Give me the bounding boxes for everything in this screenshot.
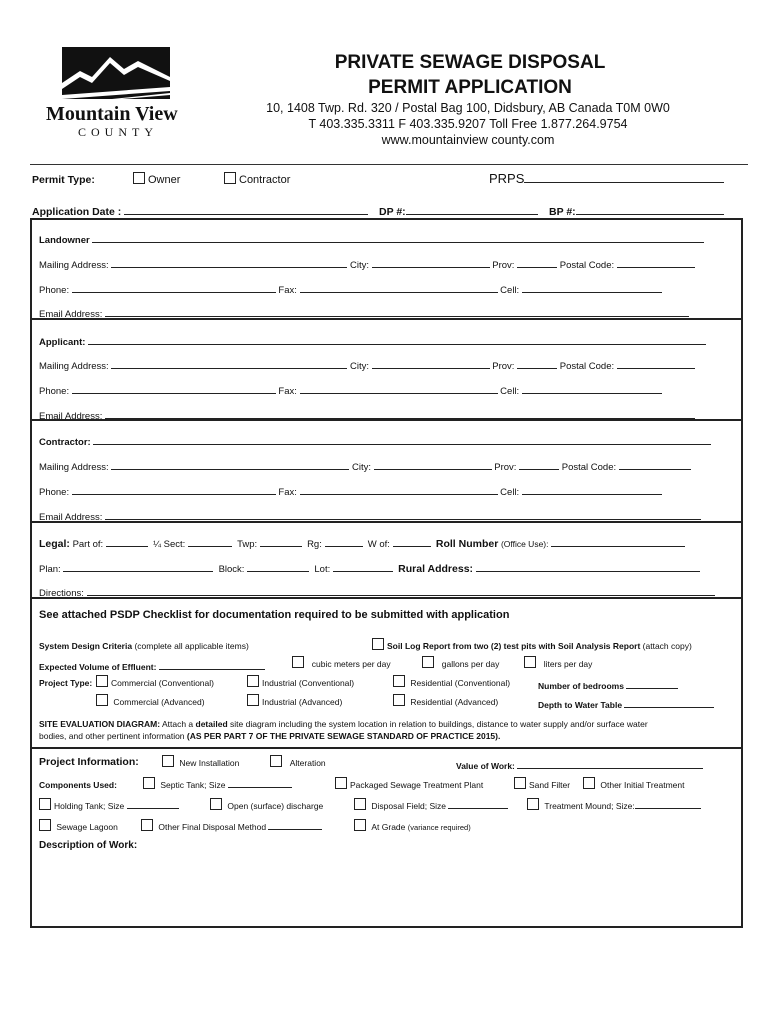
- prov-label: Prov:: [492, 260, 515, 271]
- packaged-label: Packaged Sewage Treatment Plant: [350, 780, 484, 790]
- other-initial-label: Other Initial Treatment: [600, 780, 685, 790]
- psdp-heading: See attached PSDP Checklist for documentation required to be submitted with application: [39, 609, 510, 621]
- res-adv-checkbox[interactable]: [393, 694, 405, 706]
- alteration-checkbox[interactable]: [270, 755, 282, 767]
- res-conv-option[interactable]: [393, 675, 510, 688]
- email-label: Email Address:: [39, 512, 103, 523]
- owner-checkbox[interactable]: [133, 172, 145, 184]
- new-installation-option[interactable]: [162, 755, 239, 768]
- disposal-field-label: Disposal Field; Size: [371, 801, 447, 811]
- directions-label: Directions:: [39, 588, 84, 599]
- site-bold: (AS PER PART 7 OF THE PRIVATE SEWAGE STANDARD OF PRACTICE 2015).: [186, 731, 501, 741]
- bp-label: BP #:: [549, 206, 576, 218]
- comm-conv-checkbox[interactable]: [96, 675, 108, 687]
- packaged-option[interactable]: [335, 777, 483, 790]
- open-discharge-checkbox[interactable]: [210, 798, 222, 810]
- legal-row: [39, 536, 685, 550]
- cell-label: Cell:: [500, 487, 520, 498]
- permit-type-label: Permit Type:: [32, 174, 95, 186]
- cell-label: Cell:: [500, 285, 520, 296]
- landowner-email-input[interactable]: [105, 306, 689, 317]
- block-input[interactable]: [247, 561, 309, 572]
- postal-label: Postal Code:: [561, 462, 617, 473]
- application-date-input[interactable]: [124, 204, 368, 215]
- liters-option[interactable]: [524, 656, 592, 669]
- city-label: City:: [349, 260, 369, 271]
- value-of-work-field[interactable]: [456, 758, 703, 771]
- roll-number-label: Roll Number: [435, 538, 499, 550]
- quarter-sect-label: ¼ Sect:: [153, 539, 186, 550]
- value-label: Value of Work:: [456, 761, 515, 771]
- criteria-note: (complete all applicable items): [134, 641, 249, 651]
- prps-field[interactable]: [489, 171, 724, 186]
- mailing-label: Mailing Address:: [39, 462, 109, 473]
- office-use-label: (Office Use):: [500, 539, 549, 549]
- site-text-3: bodies, and other pertinent information: [39, 731, 185, 741]
- site-evaluation-line1: [39, 719, 648, 729]
- bedrooms-label: Number of bedrooms: [538, 681, 624, 691]
- soil-log-option[interactable]: [372, 638, 692, 651]
- res-adv-label: Residential (Advanced): [410, 697, 499, 707]
- landowner-mailing-row: [39, 257, 695, 271]
- landowner-field[interactable]: [39, 232, 704, 246]
- open-discharge-label: Open (surface) discharge: [227, 801, 324, 811]
- at-grade-option[interactable]: [354, 819, 471, 832]
- contractor-mailing-row: [39, 459, 691, 473]
- dp-input[interactable]: [406, 204, 538, 215]
- mailing-label: Mailing Address:: [39, 260, 109, 271]
- applicant-prov-input[interactable]: [517, 358, 557, 369]
- bedrooms-input[interactable]: [626, 678, 678, 689]
- phone-line: T 403.335.3311 F 403.335.9207 Toll Free 1.877.264.9754: [308, 117, 628, 131]
- disposal-field-checkbox[interactable]: [354, 798, 366, 810]
- landowner-postal-input[interactable]: [617, 257, 695, 268]
- contractor-section-label: Contractor:: [39, 437, 91, 448]
- holding-size-input[interactable]: [127, 798, 179, 809]
- roll-number-input[interactable]: [551, 536, 685, 547]
- directions-input[interactable]: [87, 585, 715, 596]
- org-name: Mountain View: [46, 103, 178, 125]
- owner-label: Owner: [148, 174, 181, 186]
- lagoon-option[interactable]: [39, 819, 118, 832]
- w-of-input[interactable]: [393, 536, 431, 547]
- landowner-city-input[interactable]: [372, 257, 490, 268]
- landowner-mailing-input[interactable]: [111, 257, 347, 268]
- block-label: Block:: [218, 564, 245, 575]
- description-input[interactable]: [36, 856, 736, 922]
- contractor-checkbox[interactable]: [224, 172, 236, 184]
- other-initial-checkbox[interactable]: [583, 777, 595, 789]
- part-of-label: Part of:: [72, 539, 104, 550]
- open-discharge-option[interactable]: [210, 798, 323, 811]
- plan-input[interactable]: [63, 561, 213, 572]
- effluent-label: Expected Volume of Effluent:: [39, 662, 157, 672]
- ind-adv-checkbox[interactable]: [247, 694, 259, 706]
- contractor-email-input[interactable]: [105, 509, 701, 520]
- septic-size-input[interactable]: [228, 777, 292, 788]
- legal-label: Legal:: [39, 538, 70, 550]
- contractor-option[interactable]: [224, 172, 290, 186]
- w-of-label: W of:: [367, 539, 390, 550]
- applicant-postal-input[interactable]: [617, 358, 695, 369]
- ind-adv-label: Industrial (Advanced): [262, 697, 343, 707]
- website: www.mountainview county.com: [381, 133, 555, 147]
- ind-adv-option[interactable]: [247, 694, 342, 707]
- dp-label: DP #:: [379, 206, 406, 218]
- sand-filter-label: Sand Filter: [529, 780, 571, 790]
- effluent-input[interactable]: [159, 659, 265, 670]
- lagoon-label: Sewage Lagoon: [56, 822, 118, 832]
- comm-adv-label: Commercial (Advanced): [113, 697, 205, 707]
- disposal-size-input[interactable]: [448, 798, 508, 809]
- cubic-label: cubic meters per day: [311, 659, 391, 669]
- landowner-input[interactable]: [92, 232, 704, 243]
- lot-input[interactable]: [333, 561, 393, 572]
- applicant-phone-input[interactable]: [72, 383, 276, 394]
- prov-label: Prov:: [494, 462, 517, 473]
- disposal-field-option[interactable]: [354, 798, 508, 811]
- contractor-phone-input[interactable]: [72, 484, 276, 495]
- contractor-fax-input[interactable]: [300, 484, 498, 495]
- septic-checkbox[interactable]: [143, 777, 155, 789]
- applicant-mailing-row: [39, 358, 695, 372]
- applicant-field[interactable]: [39, 334, 706, 348]
- other-final-label: Other Final Disposal Method: [158, 822, 267, 832]
- bedrooms-field[interactable]: [538, 678, 678, 691]
- liters-label: liters per day: [543, 659, 593, 669]
- landowner-prov-input[interactable]: [517, 257, 557, 268]
- soil-note: (attach copy): [642, 641, 692, 651]
- contractor-prov-input[interactable]: [519, 459, 559, 470]
- res-adv-option[interactable]: [393, 694, 498, 707]
- depth-label: Depth to Water Table: [538, 700, 623, 710]
- fax-label: Fax:: [278, 487, 297, 498]
- site-text-2: site diagram including the system location in relation to buildings, distance to water supply and/or surface water: [230, 719, 648, 729]
- landowner-label: Landowner: [39, 235, 90, 246]
- contractor-label: Contractor: [239, 174, 291, 186]
- cell-label: Cell:: [500, 386, 520, 397]
- rural-address-label: Rural Address:: [398, 563, 474, 575]
- city-label: City:: [349, 361, 369, 372]
- treatment-mound-option[interactable]: [527, 798, 701, 811]
- applicant-label: Applicant:: [39, 337, 86, 348]
- system-design-criteria: [39, 641, 249, 651]
- quarter-sect-input[interactable]: [188, 536, 232, 547]
- other-initial-option[interactable]: [583, 777, 684, 790]
- owner-option[interactable]: [133, 172, 180, 186]
- site-eval-label: SITE EVALUATION DIAGRAM:: [39, 719, 161, 729]
- mailing-label: Mailing Address:: [39, 361, 109, 372]
- contractor-mailing-input[interactable]: [111, 459, 349, 470]
- comm-conv-label: Commercial (Conventional): [111, 678, 214, 688]
- rural-address-input[interactable]: [476, 561, 700, 572]
- address: 10, 1408 Twp. Rd. 320 / Postal Bag 100, Didsbury, AB Canada T0M 0W0: [266, 101, 670, 115]
- project-info-label: Project Information:: [39, 756, 139, 768]
- postal-label: Postal Code:: [559, 260, 615, 271]
- contractor-phone-row: [39, 484, 662, 498]
- holding-tank-option[interactable]: [39, 798, 179, 811]
- comm-conv-option[interactable]: [96, 675, 214, 688]
- gallons-checkbox[interactable]: [422, 656, 434, 668]
- at-grade-checkbox[interactable]: [354, 819, 366, 831]
- components-label: Components Used:: [39, 780, 117, 790]
- description-label: Description of Work:: [39, 840, 138, 851]
- contractor-cell-input[interactable]: [522, 484, 662, 495]
- site-text-1: Attach a: [161, 719, 194, 729]
- holding-tank-label: Holding Tank; Size: [54, 801, 125, 811]
- soil-log-checkbox[interactable]: [372, 638, 384, 650]
- ind-conv-checkbox[interactable]: [247, 675, 259, 687]
- fax-label: Fax:: [278, 386, 297, 397]
- contractor-input[interactable]: [93, 434, 711, 445]
- applicant-phone-row: [39, 383, 662, 397]
- other-final-checkbox[interactable]: [141, 819, 153, 831]
- packaged-checkbox[interactable]: [335, 777, 347, 789]
- cubic-option[interactable]: [292, 656, 391, 669]
- twp-label: Twp:: [237, 539, 258, 550]
- lagoon-checkbox[interactable]: [39, 819, 51, 831]
- applicant-fax-input[interactable]: [300, 383, 498, 394]
- project-type-label: Project Type:: [39, 678, 93, 688]
- gallons-label: gallons per day: [441, 659, 500, 669]
- landowner-phone-input[interactable]: [72, 282, 276, 293]
- prov-label: Prov:: [492, 361, 515, 372]
- at-grade-label: At Grade: [371, 822, 406, 832]
- email-label: Email Address:: [39, 309, 103, 320]
- twp-input[interactable]: [260, 536, 302, 547]
- sand-filter-checkbox[interactable]: [514, 777, 526, 789]
- title-line-2: PERMIT APPLICATION: [368, 77, 572, 98]
- res-conv-label: Residential (Conventional): [410, 678, 511, 688]
- rg-input[interactable]: [325, 536, 363, 547]
- city-label: City:: [351, 462, 371, 473]
- mound-size-input[interactable]: [635, 798, 701, 809]
- comm-adv-checkbox[interactable]: [96, 694, 108, 706]
- part-of-input[interactable]: [106, 536, 148, 547]
- other-final-option[interactable]: [141, 819, 322, 832]
- applicant-mailing-input[interactable]: [111, 358, 347, 369]
- depth-field[interactable]: [538, 697, 714, 710]
- contractor-city-input[interactable]: [374, 459, 492, 470]
- treatment-mound-checkbox[interactable]: [527, 798, 539, 810]
- septic-label: Septic Tank; Size: [160, 780, 226, 790]
- contractor-postal-input[interactable]: [619, 459, 691, 470]
- alteration-label: Alteration: [289, 758, 326, 768]
- plan-label: Plan:: [39, 564, 61, 575]
- septic-option[interactable]: [143, 777, 292, 790]
- org-county: COUNTY: [78, 125, 158, 139]
- applicant-email-input[interactable]: [105, 408, 695, 419]
- landowner-cell-input[interactable]: [522, 282, 662, 293]
- holding-tank-checkbox[interactable]: [39, 798, 51, 810]
- criteria-label: System Design Criteria: [39, 641, 133, 651]
- dp-field[interactable]: [379, 204, 538, 218]
- site-evaluation-line2: [39, 731, 500, 741]
- treatment-mound-label: Treatment Mound; Size:: [544, 801, 635, 811]
- phone-label: Phone:: [39, 487, 70, 498]
- applicant-city-input[interactable]: [372, 358, 490, 369]
- new-installation-checkbox[interactable]: [162, 755, 174, 767]
- postal-label: Postal Code:: [559, 361, 615, 372]
- application-date-field[interactable]: [32, 204, 368, 218]
- email-label: Email Address:: [39, 411, 103, 422]
- effluent-field[interactable]: [39, 659, 265, 672]
- liters-checkbox[interactable]: [524, 656, 536, 668]
- rg-label: Rg:: [307, 539, 322, 550]
- site-detailed: detailed: [195, 719, 228, 729]
- contractor-field[interactable]: [39, 434, 711, 448]
- soil-log-label: Soil Log Report from two (2) test pits with Soil Analysis Report: [387, 641, 641, 651]
- bp-field[interactable]: [549, 204, 724, 218]
- fax-label: Fax:: [278, 285, 297, 296]
- header-divider: [30, 164, 748, 165]
- lot-label: Lot:: [314, 564, 331, 575]
- comm-adv-option[interactable]: [96, 694, 205, 707]
- sand-filter-option[interactable]: [514, 777, 570, 790]
- depth-input[interactable]: [624, 697, 714, 708]
- gallons-option[interactable]: [422, 656, 499, 669]
- other-final-input[interactable]: [268, 819, 322, 830]
- title-line-1: PRIVATE SEWAGE DISPOSAL: [334, 52, 606, 73]
- mountain-logo-icon: [62, 47, 170, 99]
- cubic-checkbox[interactable]: [292, 656, 304, 668]
- landowner-phone-row: [39, 282, 662, 296]
- applicant-input[interactable]: [88, 334, 706, 345]
- ind-conv-label: Industrial (Conventional): [262, 678, 355, 688]
- ind-conv-option[interactable]: [247, 675, 354, 688]
- plan-row: [39, 561, 700, 575]
- alteration-option[interactable]: [270, 755, 326, 768]
- bp-input[interactable]: [576, 204, 724, 215]
- application-date-label: Application Date :: [32, 206, 122, 218]
- landowner-fax-input[interactable]: [300, 282, 498, 293]
- applicant-cell-input[interactable]: [522, 383, 662, 394]
- value-input[interactable]: [517, 758, 703, 769]
- phone-label: Phone:: [39, 386, 70, 397]
- prps-input[interactable]: [524, 172, 724, 183]
- phone-label: Phone:: [39, 285, 70, 296]
- res-conv-checkbox[interactable]: [393, 675, 405, 687]
- new-installation-label: New Installation: [179, 758, 240, 768]
- prps-label: PRPS: [489, 171, 525, 186]
- at-grade-note: (variance required): [407, 823, 471, 832]
